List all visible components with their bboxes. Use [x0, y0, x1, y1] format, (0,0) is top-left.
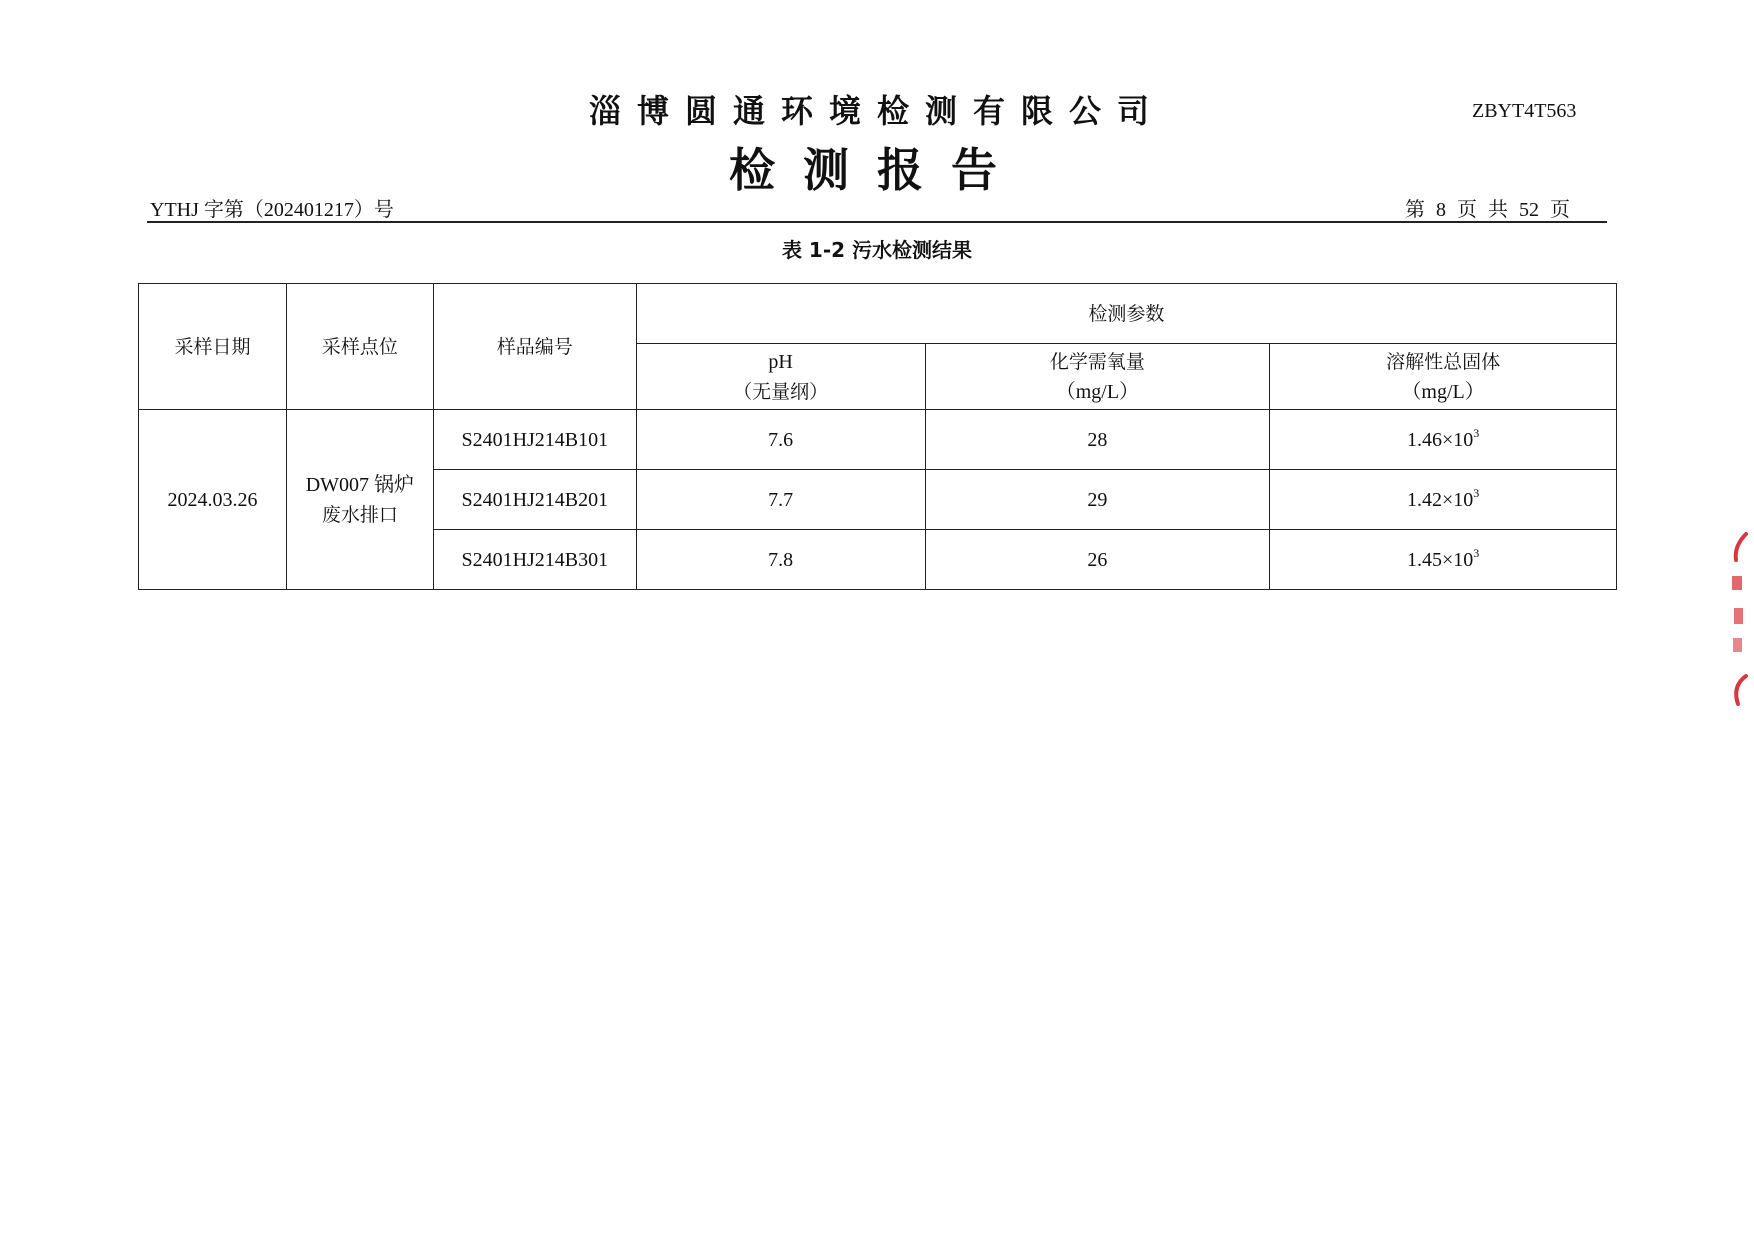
table-row	[139, 410, 1617, 470]
sampling-date-cell: 2024.03.26	[139, 410, 287, 590]
sampling-site-cell	[286, 410, 433, 590]
cod-unit: （mg/L）	[1055, 380, 1140, 403]
report-number: YTHJ 字第（202401217）号	[150, 199, 394, 221]
total-label: 共	[1488, 199, 1508, 221]
ph-name: pH	[768, 350, 793, 373]
tds-mantissa: 1.45×10	[1406, 548, 1474, 571]
tds-exponent: 3	[1473, 485, 1480, 500]
header-test-parameters: 检测参数	[636, 284, 1616, 344]
tds-cell	[1270, 530, 1617, 590]
sample-id-cell: S2401HJ214B301	[433, 530, 636, 590]
tds-name: 溶解性总固体	[1386, 350, 1501, 373]
page-label-prefix: 第	[1405, 199, 1425, 221]
tds-mantissa: 1.46×10	[1406, 428, 1474, 451]
total-pages: 52	[1519, 199, 1539, 221]
cod-name: 化学需氧量	[1049, 350, 1145, 373]
header-sampling-site: 采样点位	[286, 284, 433, 410]
page-indicator	[1405, 193, 1570, 222]
page-label-suffix: 页	[1550, 199, 1570, 221]
site-line-2: 废水排口	[321, 503, 398, 526]
cod-cell: 26	[925, 530, 1270, 590]
header-sampling-date: 采样日期	[139, 284, 287, 410]
tds-cell	[1270, 470, 1617, 530]
ph-unit: （无量纲）	[733, 380, 829, 403]
header-sample-id: 样品编号	[433, 284, 636, 410]
tds-exponent: 3	[1473, 545, 1480, 560]
header-cod	[925, 344, 1270, 410]
tds-cell	[1270, 410, 1617, 470]
page-label: 页	[1457, 199, 1477, 221]
document-code: ZBYT4T563	[1472, 100, 1577, 122]
company-name: 淄博圆通环境检测有限公司	[588, 92, 1165, 130]
cod-cell: 28	[925, 410, 1270, 470]
ph-cell: 7.8	[636, 530, 925, 590]
header-divider	[147, 221, 1607, 223]
tds-unit: （mg/L）	[1401, 380, 1485, 403]
header-tds	[1270, 344, 1617, 410]
ph-cell: 7.6	[636, 410, 925, 470]
sample-id-cell: S2401HJ214B101	[433, 410, 636, 470]
tds-mantissa: 1.42×10	[1406, 488, 1474, 511]
report-title: 检测报告	[729, 143, 1025, 197]
cod-cell: 29	[925, 470, 1270, 530]
ph-cell: 7.7	[636, 470, 925, 530]
seal-stamp	[1716, 526, 1754, 706]
site-line-1: DW007 锅炉	[305, 473, 415, 496]
header-ph	[636, 344, 925, 410]
sample-id-cell: S2401HJ214B201	[433, 470, 636, 530]
tds-exponent: 3	[1473, 425, 1480, 440]
current-page: 8	[1436, 199, 1446, 221]
wastewater-results-table	[138, 283, 1617, 590]
table-caption: 表 1-2 污水检测结果	[781, 238, 973, 262]
